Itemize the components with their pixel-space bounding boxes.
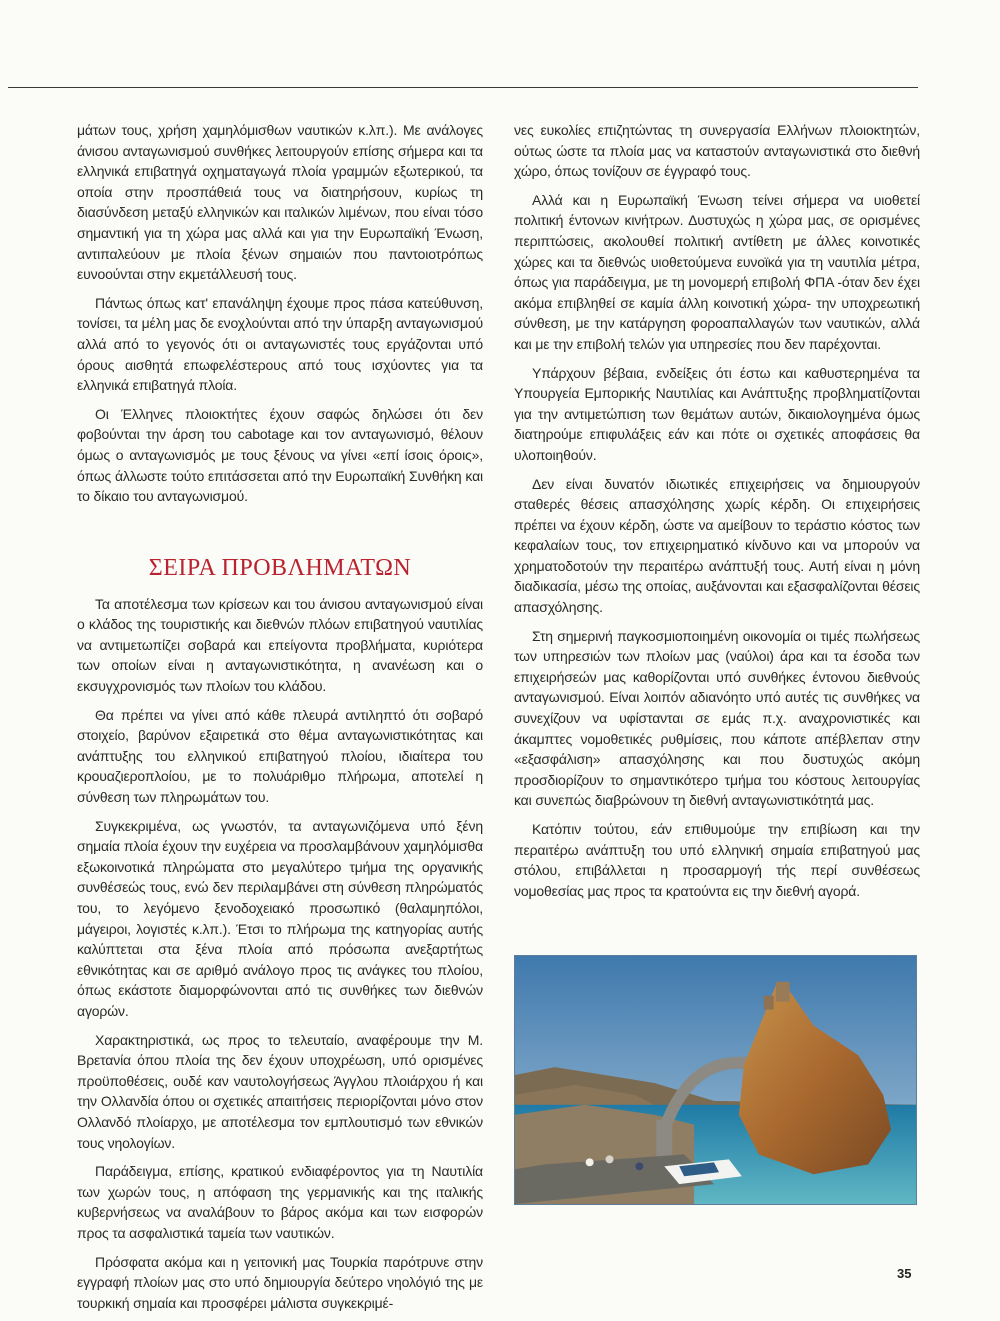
- body-paragraph: νες ευκολίες επιζητώντας τη συνεργασία Ελλήνων πλοιοκτητών, ούτως ώστε τα πλοία μας να καταστούν ανταγωνιστικά στο διεθνή χώρο, όπως τονίζουν σε έγγραφό τους.: [514, 122, 920, 180]
- body-paragraph: Δεν είναι δυνατόν ιδιωτικές επιχειρήσεις να δημιουργούν σταθερές θέσεις απασχόλησης χωρίς κέρδη. Οι επιχειρήσεις πρέπει να έχουν κέρδη, ώστε να αμείβουν το τεράστιο κόστος των κεφαλαίων τους, τον επιχειρηματικό κίνδυνο και να μπορούν να χρηματοδοτούν την περαιτέρω ανάπτυξή τους. Αυτή είναι η μόνη διαδικασία, μέσω της οποίας, αυξάνονται και εξασφαλίζονται θέσεις απασχόλησης.: [514, 475, 920, 616]
- body-paragraph: Οι Έλληνες πλοιοκτήτες έχουν σαφώς δηλώσει ότι δεν φοβούνται την άρση του cabotage και τον ανταγωνισμό, θέλουν όμως ο ανταγωνισμός με τους ξένους να γίνει «επί ίσοις όροις», όπως άλλωστε τούτο επιτάσσεται από την Ευρωπαϊκή Συνθήκη και το δίκαιο του ανταγωνισμού.: [77, 405, 483, 505]
- body-paragraph: Υπάρχουν βέβαια, ενδείξεις ότι έστω και καθυστερημένα τα Υπουργεία Εμπορικής Ναυτιλίας και Ανάπτυξης προβληματίζονται για την αντιμετώπιση των θεμάτων αυτών, δικαιολογημένα όμως διατηρούμε επιφυλάξεις εάν και πότε οι σχετικές αποφάσεις θα υλοποιηθούν.: [514, 364, 920, 463]
- body-paragraph: Συγκεκριμένα, ως γνωστόν, τα ανταγωνιζόμενα υπό ξένη σημαία πλοία έχουν την ευχέρεια να προσλαμβάνουν χαμηλόμισθα εξωκοινοτικά πληρώματα στο μεγαλύτερο τμήμα της οργανικής συνθέσεώς τους, ενώ δεν περιλαμβάνει στη σύνθεση πληρώματός του, το λεγόμενο ξενοδοχειακό προσωπικό (θαλαμηπόλοι, μάγειροι, λογιστές κ.λπ.). Έτσι το πλήρωμα της κατηγορίας αυτής καλύπτεται στα ξένα πλοία από πρόσωπα ανεξαρτήτως εθνικότητας και σε αριθμό ανάλογο προς τις ανάγκες του πλοίου, όπως εκάστοτε διαμορφώνονται από τις συνθήκες των διεθνών αγορών.: [77, 817, 483, 1019]
- body-paragraph: Παράδειγμα, επίσης, κρατικού ενδιαφέροντος για τη Ναυτιλία των χωρών τους, η απόφαση της γερμανικής και της ιταλικής κυβερνήσεως να αναλάβουν το βάρος ακόμα και των εισφορών προς τα ασφαλιστικά ταμεία των ναυτικών.: [77, 1163, 483, 1241]
- body-paragraph: Κατόπιν τούτου, εάν επιθυμούμε την επιβίωση και την περαιτέρω ανάπτυξη του υπό ελληνική σημαία επιβατηγού μας στόλου, επιβάλλεται η προσαρμογή τής περί συνθέσεως νομοθεσίας μας προς τα κρατούντα εις την διεθνή αγορά.: [514, 821, 920, 899]
- page-number: 35: [897, 1266, 912, 1281]
- section-heading: ΣΕΙΡΑ ΠΡΟΒΛΗΜΑΤΩΝ: [148, 554, 412, 581]
- body-paragraph: Τα αποτέλεσμα των κρίσεων και του άνισου ανταγωνισμού είναι ο κλάδος της τουριστικής και διεθνών πλόων επιβατηγού ναυτιλίας να αντιμετωπίζει σοβαρά και επείγοντα προβλήματα, κυριότερα των οποίων είναι η ανταγωνιστικότητα, η ανανέωση και ο εκσυγχρονισμός των πλοίων του κλάδου.: [77, 595, 483, 695]
- body-paragraph: μάτων τους, χρήση χαμηλόμισθων ναυτικών κ.λπ.). Με ανάλογες άνισου ανταγωνισμού συνθήκες λειτουργούν επίσης σήμερα και τα ελληνικά επιβατηγά οχηματαγωγά πλοία γραμμών εξωτερικού, τα οποία στην προσπάθειά τους να διατηρήσουν, κυρίως τη διασύνδεση μεταξύ ελληνικών και ιταλικών λιμένων, που είναι τόσο σημαντική για τη χώρα μας αλλά και για την Ευρωπαϊκή Ένωση, αντιπαλεύουν με πλοία ξένων σημαιών που παντοιοτρόπως ευνοούνται στην εκμετάλλευσή τους.: [77, 122, 483, 283]
- body-paragraph: Πάντως όπως κατ' επανάληψη έχουμε προς πάσα κατεύθυνση, τονίσει, τα μέλη μας δε ενοχλούνται από την ύπαρξη ανταγωνισμού αλλά από το γεγονός ότι οι ανταγωνιστές τους εργάζονται υπό όρους αισθητά επωφελέστερους από τους ισχύοντες για τα ελληνικά επιβατηγά πλοία.: [77, 294, 483, 394]
- header-rule: [8, 87, 918, 88]
- body-paragraph: Θα πρέπει να γίνει από κάθε πλευρά αντιληπτό ότι σοβαρό στοιχείο, βαρύνον εξαιρετικά στο θέμα ανταγωνιστικότητας και ανάπτυξης του ελληνικού επιβατηγού πλοίου, ιδιαίτερα του κρουαζιεροπλοίου, με το πολυάριθμο πλήρωμα, αποτελεί η σύνθεση των πληρωμάτων του.: [77, 706, 483, 806]
- coastal-rock-arch-photo: [514, 955, 917, 1205]
- body-paragraph: Αλλά και η Ευρωπαϊκή Ένωση τείνει σήμερα να υιοθετεί πολιτική έντονων κινήτρων. Δυστυχώς η χώρα μας, σε ορισμένες περιπτώσεις, ακολουθεί πολιτική αντίθετη με άλλες κοινοτικές χώρες και τα διεθνώς υιοθετούμενα ευνοϊκά για τη ναυτιλία μέτρα, όπως για παράδειγμα, με τη μονομερή επιβολή ΦΠΑ -όταν δεν έχει ακόμα επιβληθεί σε καμία άλλη κοινοτική χώρα- την υποχρεωτική σύνθεση, με την κατάργηση φοροαπαλλαγών των ναυτικών, αλλά και με την επιβολή τελών για υπηρεσίες που δεν παρέχονται.: [514, 191, 920, 352]
- body-paragraph: Στη σημερινή παγκοσμιοποιημένη οικονομία οι τιμές πωλήσεως των υπηρεσιών των πλοίων μας (ναύλοι) άρα και τα έσοδα των επιχειρήσεών μας καθορίζονται υπό συνθήκες έντονου διεθνούς ανταγωνισμού. Είναι λοιπόν αδιανόητο υπό αυτές τις συνθήκες να συνεχίζουν να υφίστανται σε εμάς π.χ. αναχρονιστικές και άκαμπτες νομοθετικές ρυθμίσεις, που κάποτε απέβλεπαν στην «εξασφάλιση» απασχόλησης και που δυστυχώς ακόμη προσδιορίζουν το σημαντικότερο τμήμα του κόστους λειτουργίας και συνεπώς διαβρώνουν τη διεθνή ανταγωνιστικότητά μας.: [514, 627, 920, 809]
- body-paragraph: Χαρακτηριστικά, ως προς το τελευταίο, αναφέρουμε την Μ. Βρετανία όπου πλοία της δεν έχουν υποχρέωση, υπό ορισμένες προϋποθέσεις, ουδέ καν ναυτολογήσεως Άγγλου πλοιάρχου ή και την Ολλανδία όπου οι σχετικές απαιτήσεις περιορίζονται μόνο στον Ολλανδό πλοίαρχο, με αποτέλεσμα τον εμπλουτισμό των εθνικών τους νηολογίων.: [77, 1031, 483, 1151]
- right-column: [514, 120, 920, 909]
- body-paragraph: Πρόσφατα ακόμα και η γειτονική μας Τουρκία παρότρυνε στην εγγραφή πλοίων μας στο υπό δημιουργία δεύτερο νηολόγιό της με τουρκική σημαία και προσφέρει μάλιστα συγκεκριμέ-: [77, 1253, 483, 1311]
- left-column: [77, 120, 483, 1321]
